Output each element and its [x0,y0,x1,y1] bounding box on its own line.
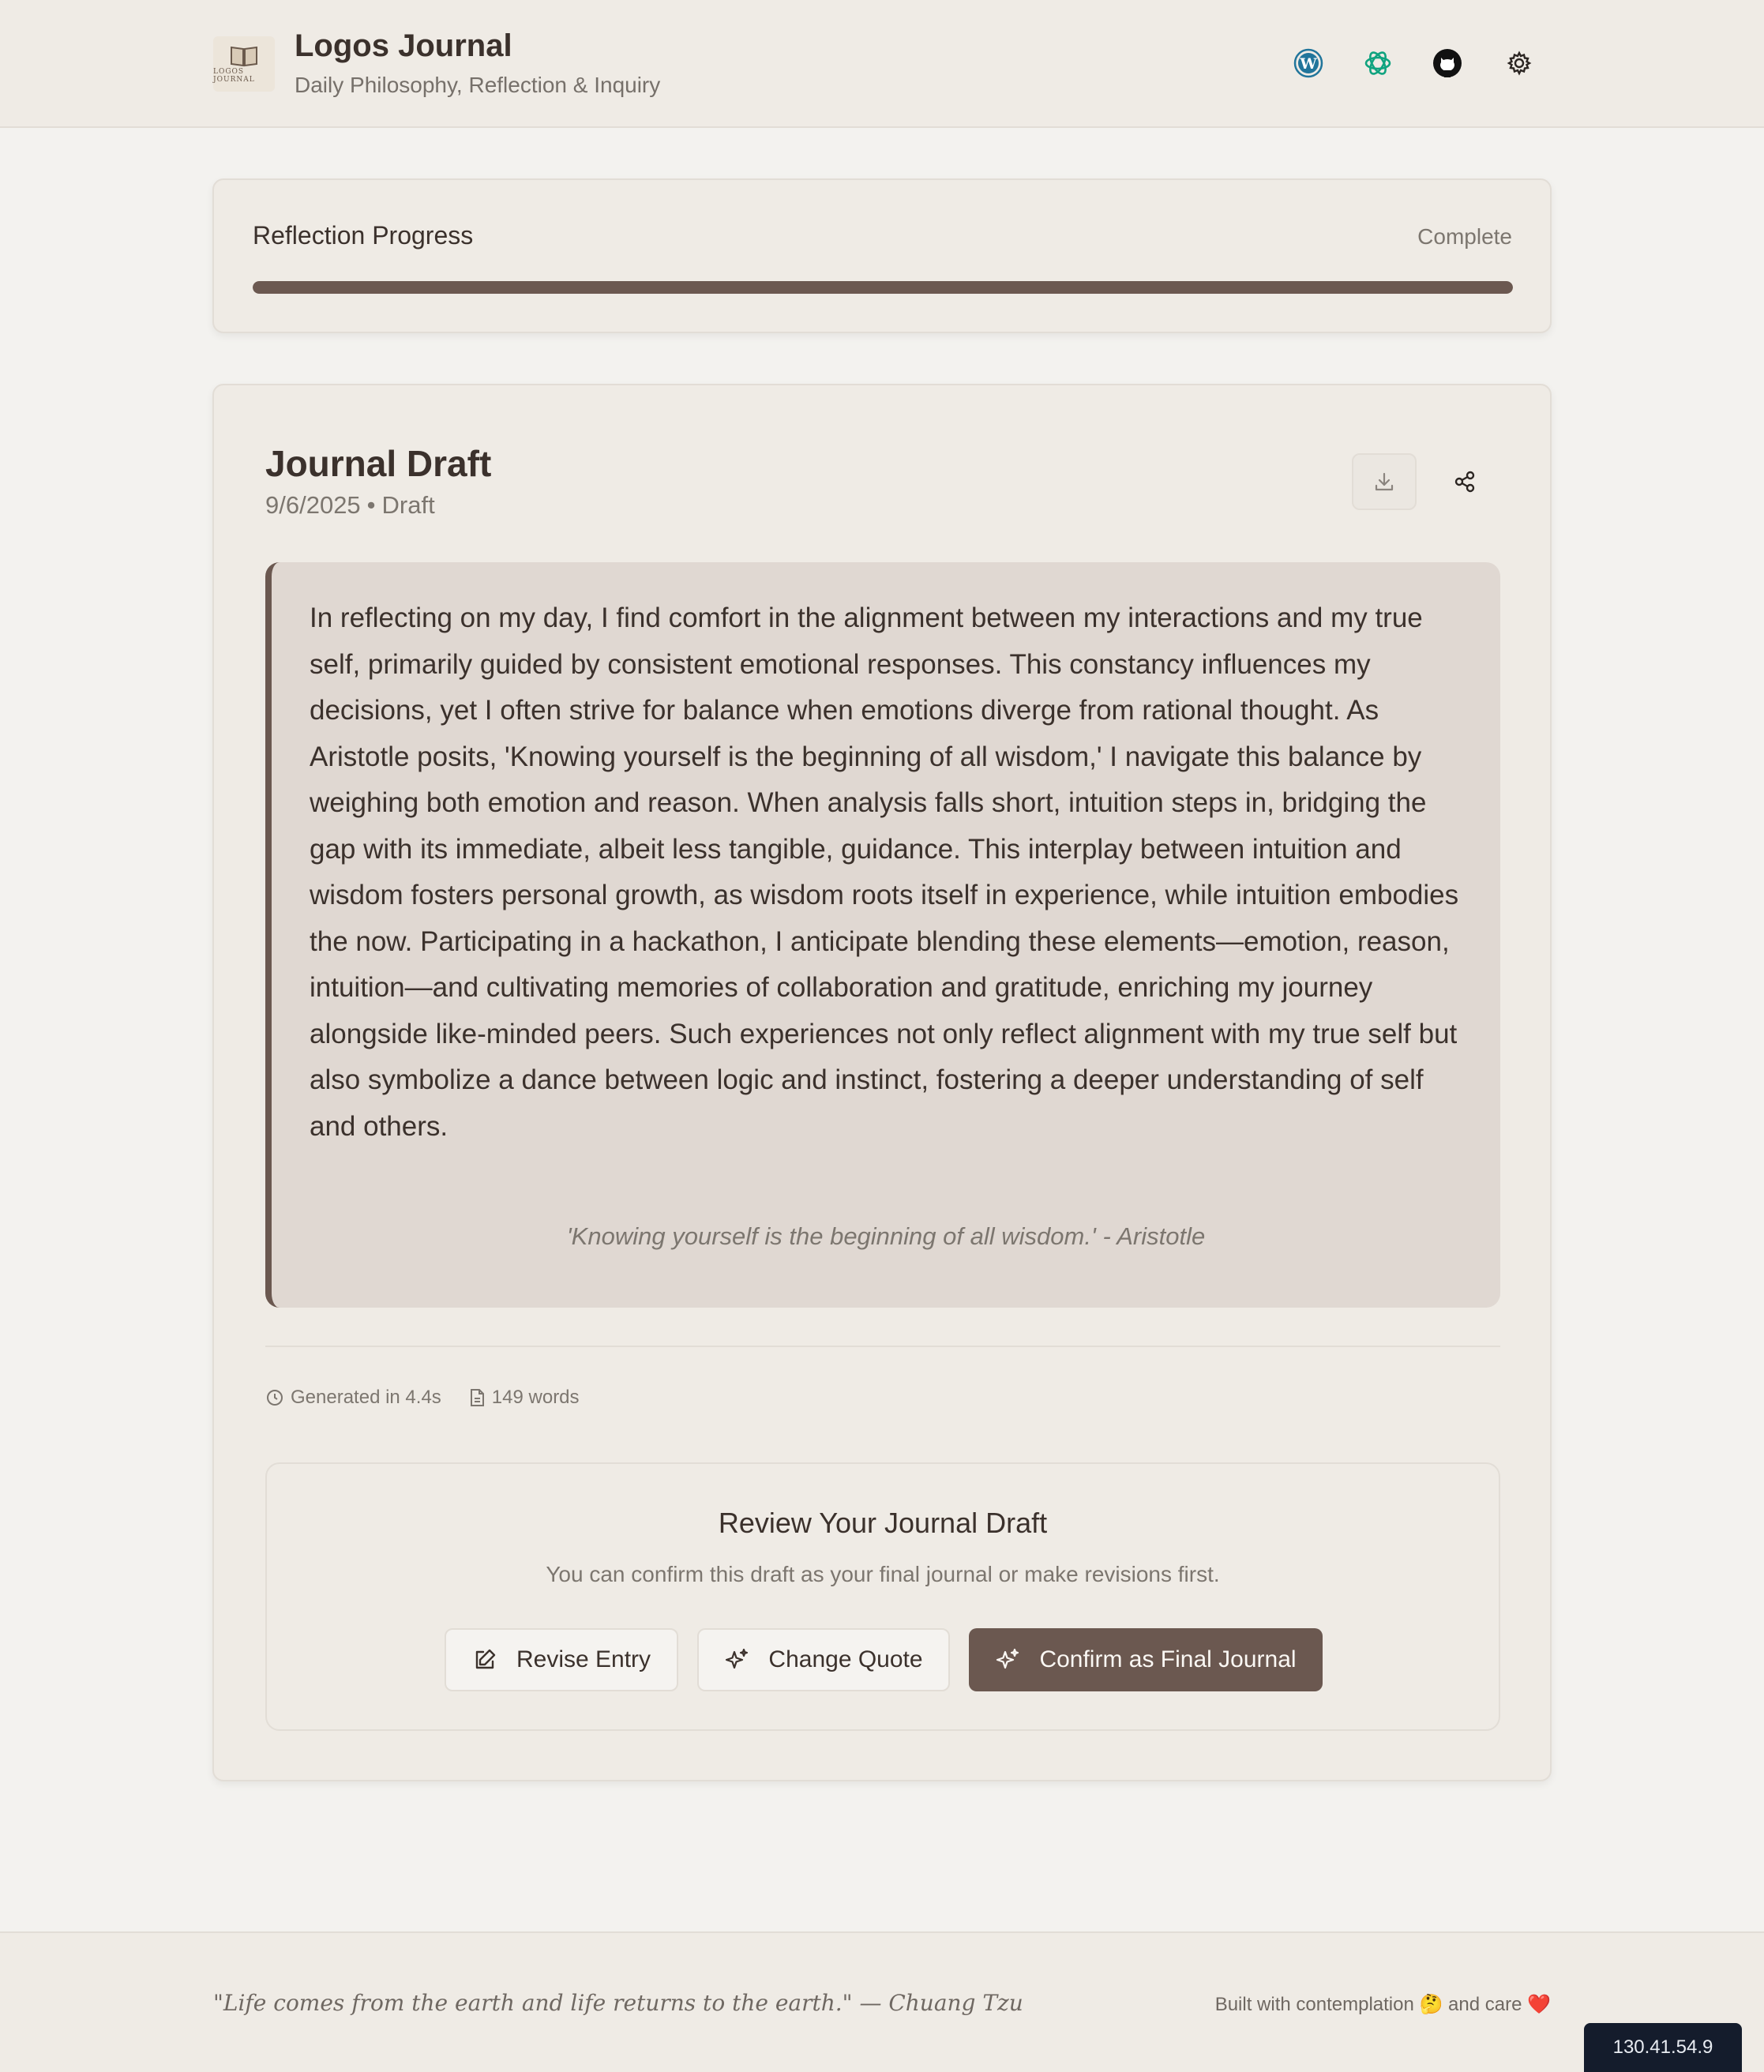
journal-entry [265,562,1500,1308]
app-title: Logos Journal [295,28,512,63]
generated-stat [265,1387,441,1409]
change-quote-label: Change Quote [768,1646,923,1672]
footer-quote: "Life comes from the earth and life returns to the earth." — Chuang Tzu [213,1990,1023,2016]
confirm-final-label: Confirm as Final Journal [1039,1646,1297,1672]
openai-icon[interactable] [1361,46,1395,81]
footer [0,1931,1764,2072]
download-icon [1372,470,1396,494]
share-button[interactable] [1432,453,1497,510]
book-icon [228,44,260,68]
meta-separator: • [366,491,376,519]
footer-credit: Built with contemplation 🤔 and care ❤️ [1214,1994,1551,2015]
change-quote-button[interactable] [697,1628,950,1691]
draft-stats [265,1387,606,1409]
divider [265,1346,1500,1347]
review-panel [265,1462,1500,1731]
confirm-final-button[interactable] [969,1628,1323,1691]
progress-status: Complete [1417,224,1512,249]
review-subtitle: You can confirm this draft as your final journal or make revisions first. [546,1562,1220,1586]
sparkle-icon [995,1647,1020,1672]
word-count-stat [468,1387,580,1409]
draft-meta [265,491,435,520]
progress-card [212,178,1552,333]
progress-fill [253,281,1513,294]
entry-quote: 'Knowing yourself is the beginning of all wisdom.' - Aristotle [566,1222,1206,1250]
journal-draft-card [212,384,1552,1781]
progress-label: Reflection Progress [253,221,474,250]
revise-entry-button[interactable] [445,1628,678,1691]
wordpress-icon[interactable] [1291,46,1326,81]
download-button[interactable] [1352,453,1417,510]
share-icon [1452,469,1477,494]
logo-text: LOGOS JOURNAL [213,68,255,84]
github-icon[interactable] [1430,46,1465,81]
document-icon [468,1388,486,1407]
gear-icon[interactable] [1502,46,1537,81]
sparkle-icon [724,1647,749,1672]
ip-badge: 130.41.54.9 [1584,2023,1742,2072]
review-title: Review Your Journal Draft [718,1507,1048,1539]
revise-entry-label: Revise Entry [516,1646,651,1672]
word-count: 149 words [491,1387,580,1408]
edit-icon [472,1647,497,1672]
progress-bar [253,281,1513,294]
draft-state: Draft [381,491,435,519]
svg-text:W: W [1300,55,1317,73]
draft-date: 9/6/2025 [265,491,361,519]
app-subtitle: Daily Philosophy, Reflection & Inquiry [295,73,661,97]
logo [213,36,275,92]
clock-icon [265,1388,284,1407]
generated-time: Generated in 4.4s [291,1387,441,1408]
draft-title: Journal Draft [265,443,492,484]
app-header [0,0,1764,128]
entry-text: In reflecting on my day, I find comfort in the alignment between my interactions and my true self, primarily guided by consistent emotional responses. This constancy influences my decisions, yet I often strive for balance when emotions diverge from rational thought. As Aristotle posits, 'Knowing yourself is the beginning of all wisdom,' I navigate this balance by weighing both emotion and reason. When analysis falls short, intuition steps in, bridging the gap with its immediate, albeit less tangible, guidance. This interplay between intuition and wisdom fosters personal growth, as wisdom roots itself in experience, while intuition embodies the now. Participating in a hackathon, I anticipate blending these elements—emotion, reason, intuition—and cultivating memories of collaboration and gratitude, enriching my journey alongside like-minded peers. Such experiences not only reflect alignment with my true self but also symbolize a dance between logic and instinct, fostering a deeper understanding of self and others. [310,602,1459,1142]
